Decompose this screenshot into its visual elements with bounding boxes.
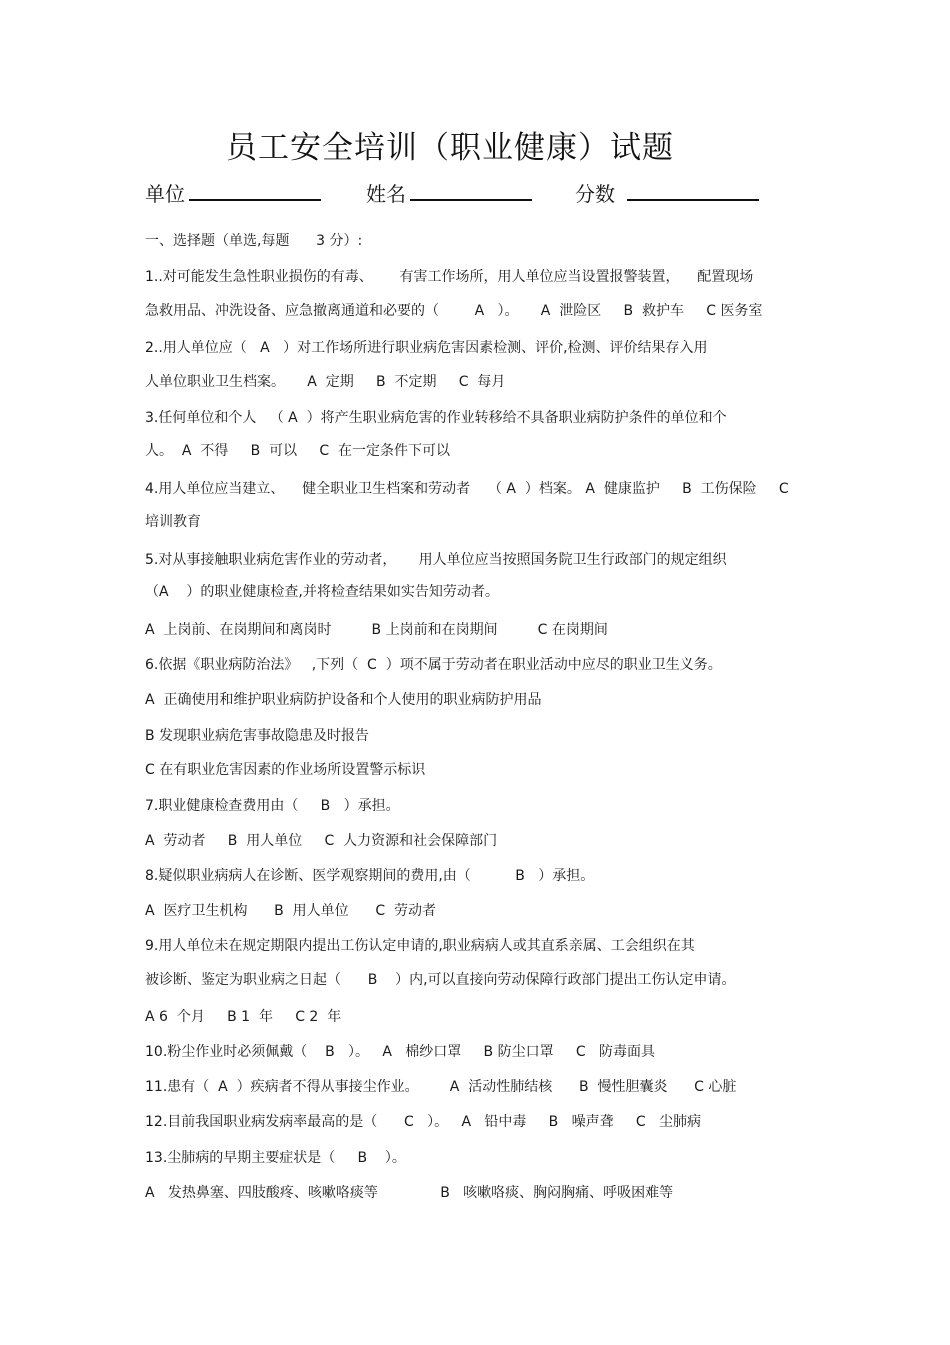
- question-line: A 发热鼻塞、四肢酸疼、咳嗽咯痰等 B 咳嗽咯痰、胸闷胸痛、呼吸困难等: [145, 1185, 674, 1201]
- unit-blank: [189, 179, 321, 201]
- question-line: 6.依据《职业病防治法》 ,下列（ C ）项不属于劳动者在职业活动中应尽的职业卫生义务。: [145, 657, 722, 673]
- exam-title: 员工安全培训（职业健康）试题: [226, 130, 674, 166]
- score-field: [575, 178, 759, 207]
- name-blank: [410, 179, 532, 201]
- score-blank: [627, 179, 759, 201]
- question-line: A 上岗前、在岗期间和离岗时 B 上岗前和在岗期间 C 在岗期间: [145, 622, 608, 638]
- question-line: 急救用品、冲洗设备、应急撤离通道和必要的（ A ）。 A 泄险区 B 救护车 C 医务室: [145, 303, 763, 319]
- question-line: 7.职业健康检查费用由（ B ）承担。: [145, 798, 400, 814]
- section-header: 一、选择题（单选,每题 3 分）:: [145, 233, 363, 249]
- question-line: 11.患有（ A ）疾病者不得从事接尘作业。 A 活动性肺结核 B 慢性胆囊炎 C 心脏: [145, 1079, 737, 1095]
- question-line: A 劳动者 B 用人单位 C 人力资源和社会保障部门: [145, 833, 498, 849]
- question-line: A 医疗卫生机构 B 用人单位 C 劳动者: [145, 903, 437, 919]
- question-line: 2..用人单位应（ A ）对工作场所进行职业病危害因素检测、评价,检测、评价结果存入用: [145, 340, 708, 356]
- question-line: 人。 A 不得 B 可以 C 在一定条件下可以: [145, 443, 451, 459]
- score-label: 分数: [575, 182, 615, 206]
- question-line: B 发现职业病危害事故隐患及时报告: [145, 728, 370, 744]
- question-line: 3.任何单位和个人 （ A ）将产生职业病危害的作业转移给不具备职业病防护条件的单位和个: [145, 410, 727, 426]
- name-field: [366, 178, 532, 207]
- question-line: 8.疑似职业病病人在诊断、医学观察期间的费用,由（ B ）承担。: [145, 868, 595, 884]
- question-line: 人单位职业卫生档案。 A 定期 B 不定期 C 每月: [145, 374, 506, 390]
- unit-label: 单位: [145, 182, 185, 206]
- question-line: 1..对可能发生急性职业损伤的有毒、 有害工作场所，用人单位应当设置报警装置， 配置现场: [145, 269, 754, 285]
- question-line: A 6 个月 B 1 年 C 2 年: [145, 1009, 342, 1025]
- question-line: C 在有职业危害因素的作业场所设置警示标识: [145, 762, 426, 778]
- question-line: 10.粉尘作业时必须佩戴（ B ）。 A 棉纱口罩 B 防尘口罩 C 防毒面具: [145, 1044, 655, 1060]
- question-line: 13.尘肺病的早期主要症状是（ B ）。: [145, 1150, 406, 1166]
- question-line: A 正确使用和维护职业病防护设备和个人使用的职业病防护用品: [145, 692, 542, 708]
- question-line: 12.目前我国职业病发病率最高的是（ C ）。 A 铅中毒 B 噪声聋 C 尘肺病: [145, 1114, 701, 1130]
- question-line: 培训教育: [145, 514, 201, 530]
- question-line: 9.用人单位未在规定期限内提出工伤认定申请的,职业病病人或其直系亲属、工会组织在其: [145, 938, 695, 954]
- question-line: 5.对从事接触职业病危害作业的劳动者， 用人单位应当按照国务院卫生行政部门的规定组织: [145, 552, 727, 568]
- unit-field: [145, 178, 321, 207]
- question-line: 被诊断、鉴定为职业病之日起（ B ）内,可以直接向劳动保障行政部门提出工伤认定申请。: [145, 972, 736, 988]
- name-label: 姓名: [366, 182, 406, 206]
- question-line: 4.用人单位应当建立、 健全职业卫生档案和劳动者 （ A ）档案。 A 健康监护 B 工伤保险 C: [145, 481, 789, 497]
- question-line: （A ）的职业健康检查,并将检查结果如实告知劳动者。: [145, 584, 499, 600]
